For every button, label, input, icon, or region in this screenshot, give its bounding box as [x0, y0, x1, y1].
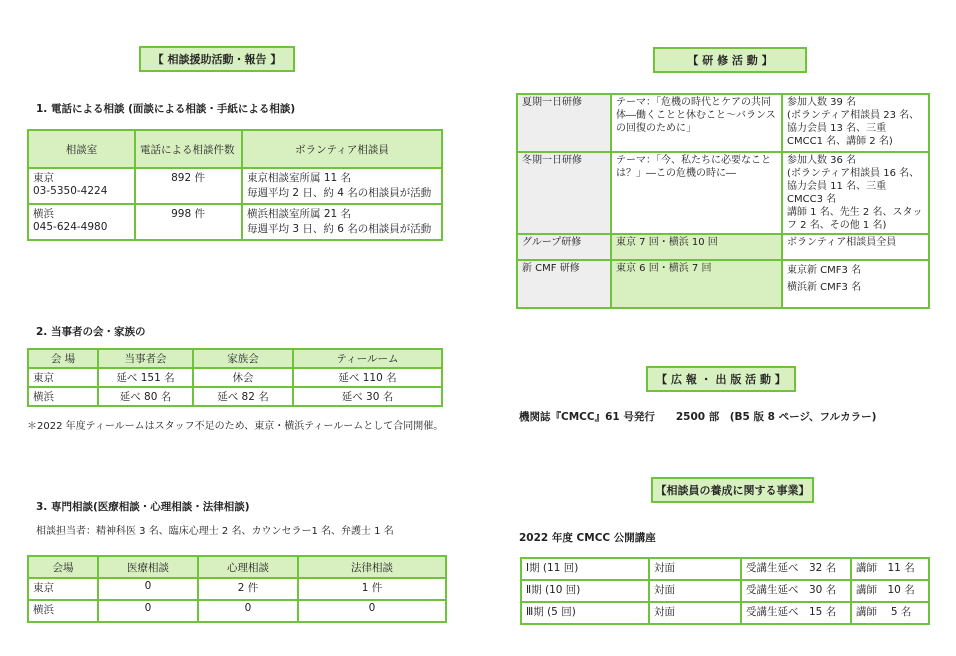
- training-name: 冬期一日研修: [517, 152, 611, 234]
- table-header: 会場: [28, 556, 98, 578]
- course-mode: 対面: [649, 602, 741, 624]
- table-header: 法律相談: [298, 556, 446, 578]
- specialist-consultation-table: [27, 555, 447, 623]
- consultation-staff: 相談担当者：精神科医 3 名、臨床心理士 2 名、カウンセラー1 名、弁護士 1 名: [36, 526, 394, 537]
- training-theme: テーマ：「今、私たちに必要なことは？」―この危機の時に―: [611, 152, 782, 234]
- table-header: ティールーム: [293, 349, 442, 368]
- table-row: [517, 152, 929, 234]
- training-title: 【 研 修 活 動 】: [653, 47, 807, 73]
- course-students: 受講生延べ 15 名: [741, 602, 851, 624]
- training-participants: 参加人数 39 名 (ボランティア相談員 23 名、協力会員 13 名、三重 CMCC1 名、講師 2 名): [782, 94, 929, 152]
- course-students: 受講生延べ 32 名: [741, 558, 851, 580]
- venue-cell: 横浜: [28, 387, 98, 406]
- psychological-cell: 0: [198, 600, 298, 622]
- training-name: グループ研修: [517, 234, 611, 260]
- call-count: 892 件: [135, 168, 242, 204]
- table-row: [521, 580, 929, 602]
- pr-publishing-title: 【 広 報 ・ 出 版 活 動 】: [646, 366, 796, 392]
- specialist-consultation-heading: 3. 専門相談(医療相談・心理相談・法律相談): [36, 501, 250, 513]
- family-meeting-cell: 延べ 82 名: [193, 387, 293, 406]
- table-header: 会 場: [28, 349, 98, 368]
- training-participants: 東京新 CMF3 名 横浜新 CMF3 名: [782, 260, 929, 308]
- course-term: Ⅲ期 (5 回): [521, 602, 649, 624]
- table-header: ボランティア相談員: [242, 130, 442, 168]
- table-row: [28, 168, 442, 204]
- volunteer-count: 横浜相談室所属 21 名: [247, 208, 352, 220]
- course-mode: 対面: [649, 558, 741, 580]
- course-term: Ⅰ期 (11 回): [521, 558, 649, 580]
- table-row: [517, 94, 929, 152]
- phone-consultation-heading: 1. 電話による相談 (面談による相談・手紙による相談): [36, 103, 296, 115]
- course-mode: 対面: [649, 580, 741, 602]
- table-row: [28, 578, 446, 600]
- table-header: 電話による相談件数: [135, 130, 242, 168]
- volunteer-count: 東京相談室所属 11 名: [247, 172, 352, 184]
- table-row: [28, 368, 442, 387]
- table-row: [28, 600, 446, 622]
- consultation-report-title: 【 相談援助活動・報告 】: [139, 46, 295, 72]
- tearoom-cell: 延べ 110 名: [293, 368, 442, 387]
- training-theme: 東京 6 回・横浜 7 回: [611, 260, 782, 308]
- office-name: 東京: [33, 172, 54, 184]
- tearoom-cell: 延べ 30 名: [293, 387, 442, 406]
- family-meeting-table: [27, 348, 443, 407]
- training-theme: 東京 7 回・横浜 10 回: [611, 234, 782, 260]
- patient-meeting-cell: 延べ 80 名: [98, 387, 193, 406]
- table-header: 心理相談: [198, 556, 298, 578]
- training-participants: 参加人数 36 名 (ボランティア相談員 16 名、協力会員 11 名、三重 CMCC3 名 講師 1 名、先生 2 名、スタッフ 2 名、その他 1 名): [782, 152, 929, 234]
- psychological-cell: 2 件: [198, 578, 298, 600]
- table-row: [28, 387, 442, 406]
- course-lecturers: 講師 11 名: [851, 558, 929, 580]
- phone-consultation-table: [27, 129, 443, 241]
- table-row: [521, 558, 929, 580]
- venue-cell: 横浜: [28, 600, 98, 622]
- family-meeting-cell: 休会: [193, 368, 293, 387]
- counselor-training-title: 【相談員の養成に関する事業】: [651, 477, 814, 503]
- venue-cell: 東京: [28, 368, 98, 387]
- table-header: 相談室: [28, 130, 135, 168]
- course-lecturers: 講師 10 名: [851, 580, 929, 602]
- table-row: [521, 602, 929, 624]
- course-lecturers: 講師 5 名: [851, 602, 929, 624]
- table-row: [517, 234, 929, 260]
- public-course-heading: 2022 年度 CMCC 公開講座: [519, 532, 656, 544]
- magazine-info: 機関誌『CMCC』61 号発行 2500 部 (B5 版 8 ページ、フルカラー): [519, 411, 877, 423]
- training-participants: ボランティア相談員全員: [782, 234, 929, 260]
- call-count: 998 件: [135, 204, 242, 240]
- training-table: [516, 93, 930, 309]
- table-header: 医療相談: [98, 556, 198, 578]
- patient-meeting-cell: 延べ 151 名: [98, 368, 193, 387]
- office-phone: 045-624-4980: [33, 221, 108, 233]
- course-students: 受講生延べ 30 名: [741, 580, 851, 602]
- volunteer-activity: 毎週平均 3 日、約 6 名の相談員が活動: [247, 223, 432, 235]
- table-row: [517, 260, 929, 308]
- training-name: 新 CMF 研修: [517, 260, 611, 308]
- table-header: 家族会: [193, 349, 293, 368]
- venue-cell: 東京: [28, 578, 98, 600]
- legal-cell: 1 件: [298, 578, 446, 600]
- medical-cell: 0: [98, 600, 198, 622]
- volunteer-activity: 毎週平均 2 日、約 4 名の相談員が活動: [247, 187, 432, 199]
- training-name: 夏期一日研修: [517, 94, 611, 152]
- public-course-table: [520, 557, 930, 625]
- tearoom-note: ＊2022 年度ティールームはスタッフ不足のため、東京・横浜ティールームとして合同開催。: [27, 421, 444, 432]
- table-row: [28, 204, 442, 240]
- legal-cell: 0: [298, 600, 446, 622]
- training-theme: テーマ：「危機の時代とケアの共同体―働くことと休むこと～バランスの回復のために」: [611, 94, 782, 152]
- office-name: 横浜: [33, 208, 54, 220]
- office-phone: 03-5350-4224: [33, 185, 108, 197]
- medical-cell: 0: [98, 578, 198, 600]
- table-header: 当事者会: [98, 349, 193, 368]
- course-term: Ⅱ期 (10 回): [521, 580, 649, 602]
- family-meeting-heading: 2. 当事者の会・家族の: [36, 326, 146, 338]
